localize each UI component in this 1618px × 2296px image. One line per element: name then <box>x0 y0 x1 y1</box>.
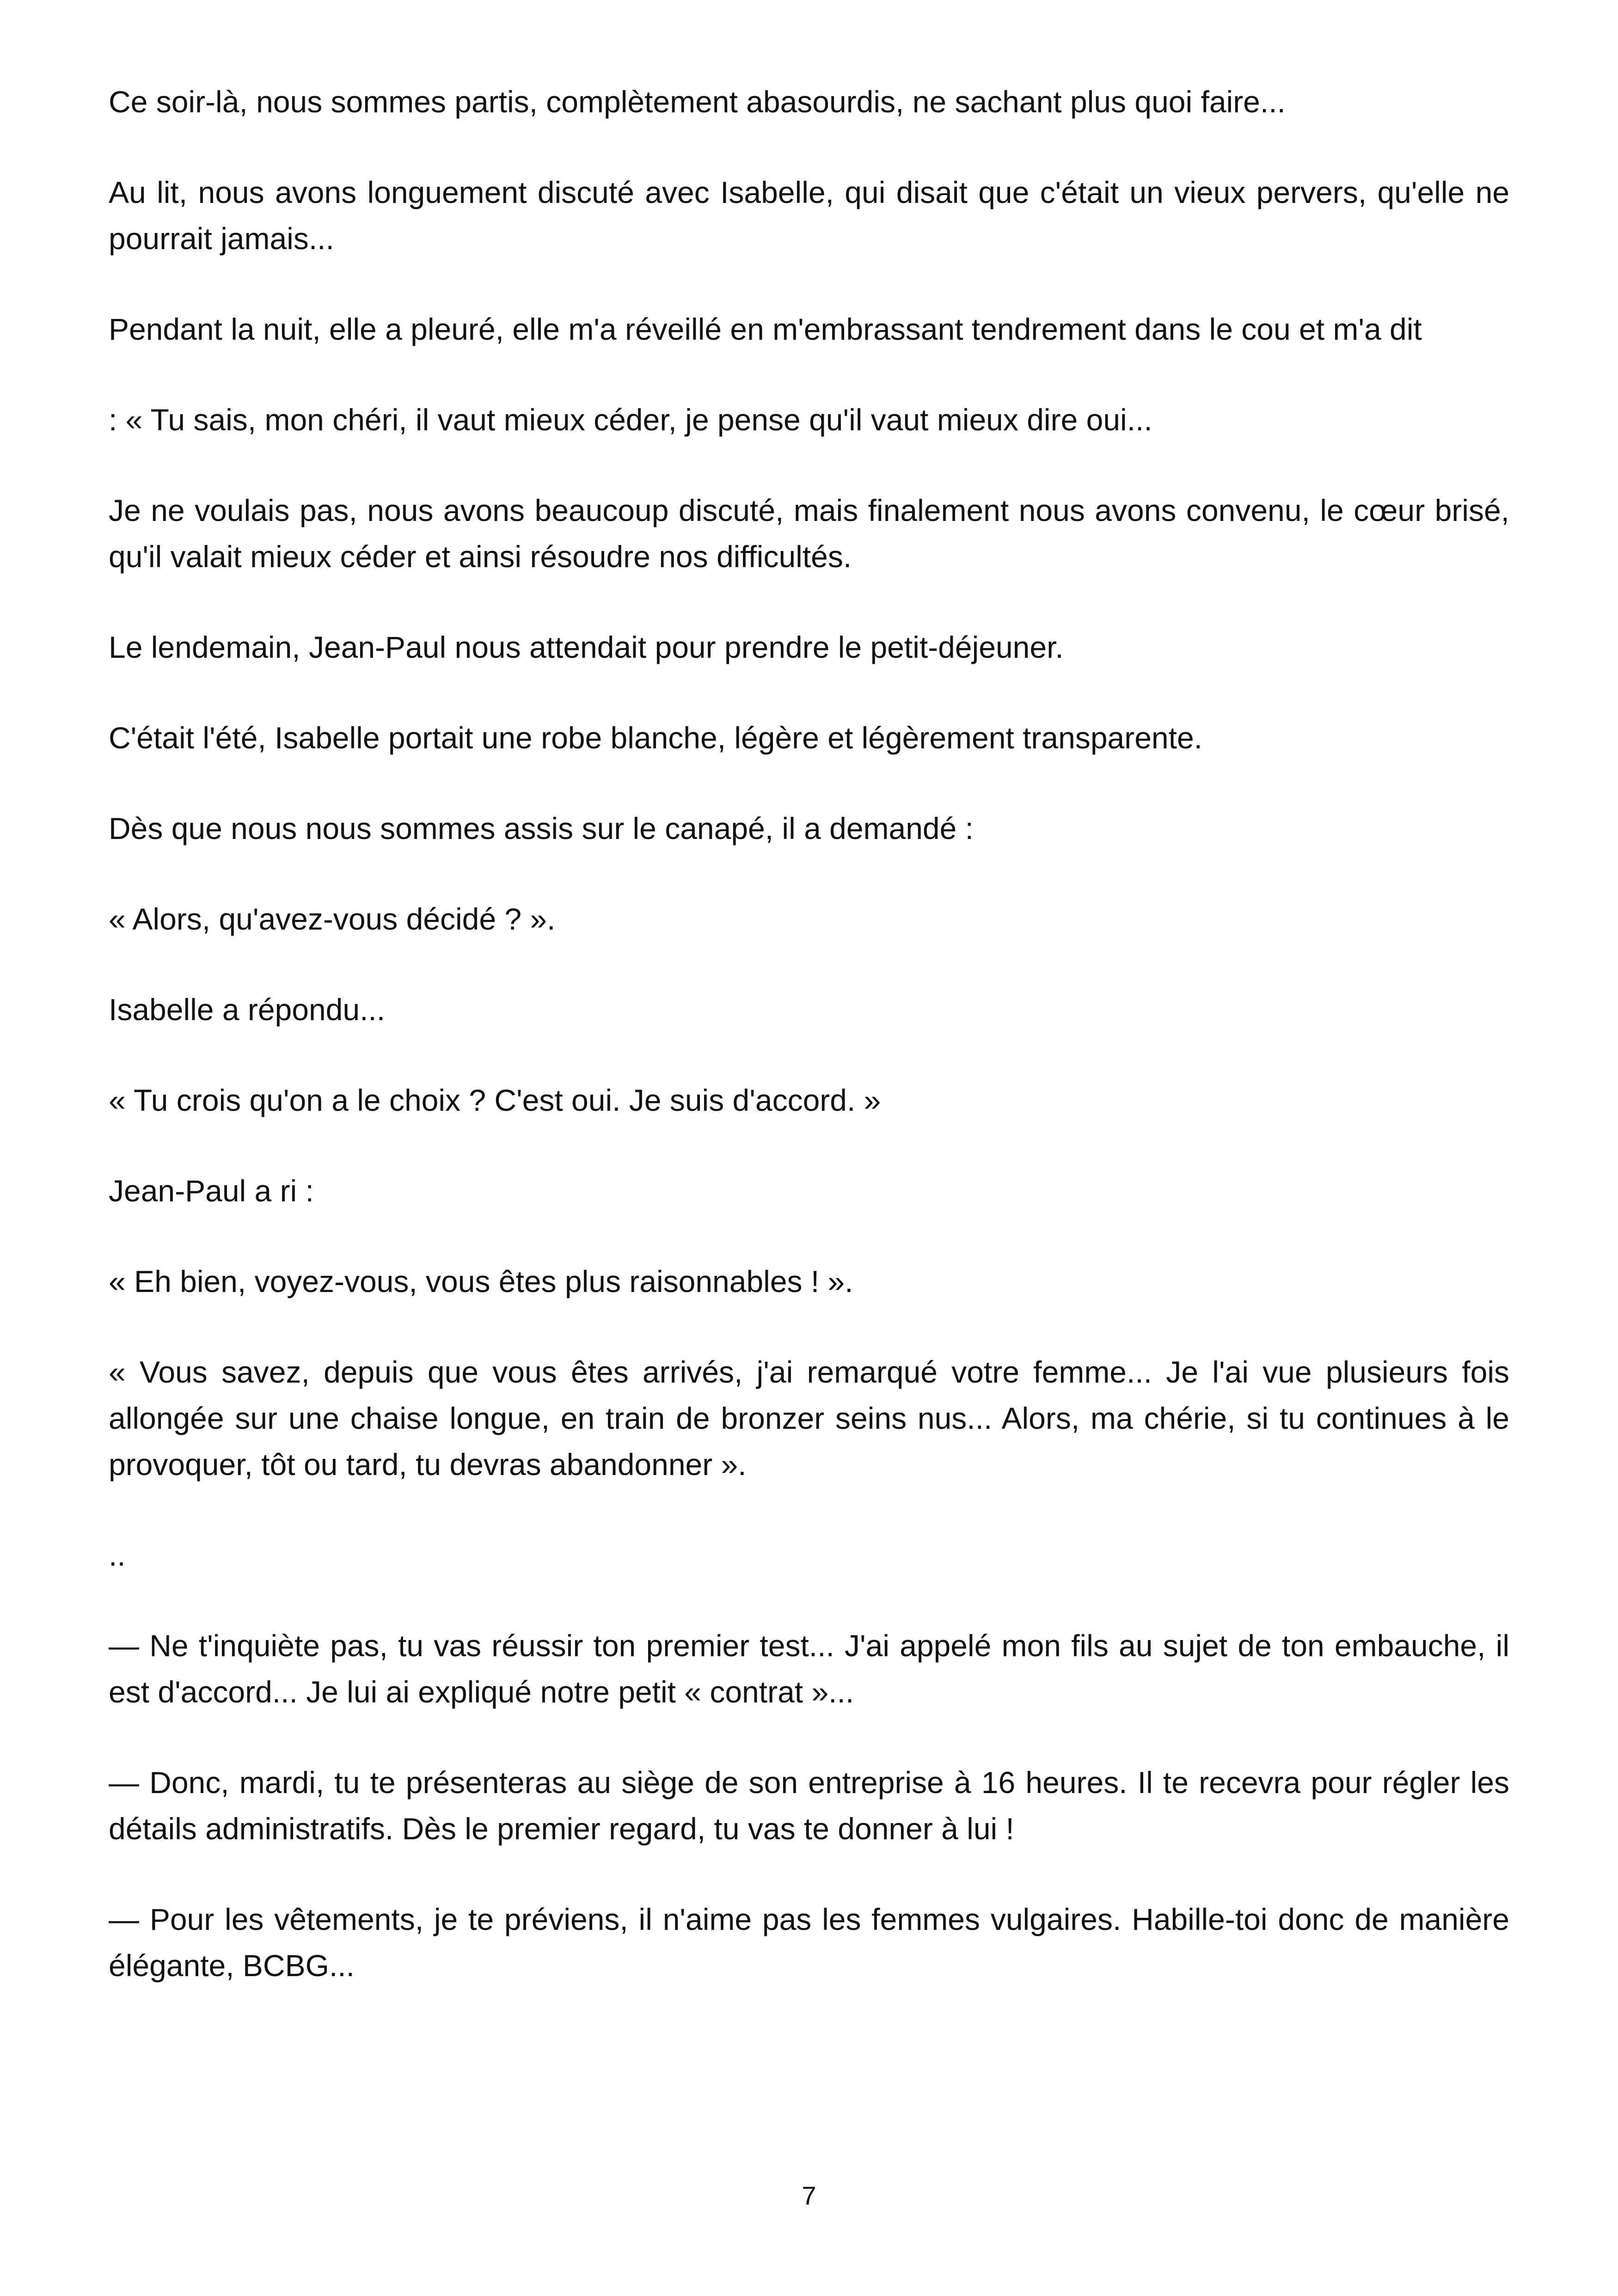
paragraph: Le lendemain, Jean-Paul nous attendait pour prendre le petit-déjeuner. <box>109 630 1064 664</box>
paragraph: — Ne t'inquiète pas, tu vas réussir ton premier test... J'ai appelé mon fils au sujet de ton embauche, il est d'accord... Je lui ai expliqué notre petit « contrat »... <box>109 1629 1509 1709</box>
paragraph: Isabelle a répondu... <box>109 992 386 1027</box>
paragraph: Ce soir-là, nous sommes partis, complètement abasourdis, ne sachant plus quoi faire... <box>109 85 1286 119</box>
paragraph: Au lit, nous avons longuement discuté avec Isabelle, qui disait que c'était un vieux pervers, qu'elle ne pourrait jamais... <box>109 175 1509 256</box>
paragraph: « Alors, qu'avez-vous décidé ? ». <box>109 902 556 936</box>
paragraph: — Donc, mardi, tu te présenteras au siège de son entreprise à 16 heures. Il te recevra pour régler les détails administratifs. Dès le premier regard, tu vas te donner à lui ! <box>109 1765 1509 1846</box>
paragraph: Jean-Paul a ri : <box>109 1174 314 1208</box>
document-body <box>109 79 1509 2033</box>
paragraph: .. <box>109 1538 126 1572</box>
paragraph: — Pour les vêtements, je te préviens, il n'aime pas les femmes vulgaires. Habille-toi donc de manière élégante, BCBG... <box>109 1902 1509 1983</box>
paragraph: Pendant la nuit, elle a pleuré, elle m'a réveillé en m'embrassant tendrement dans le cou et m'a dit <box>109 312 1422 346</box>
paragraph: « Vous savez, depuis que vous êtes arrivés, j'ai remarqué votre femme... Je l'ai vue plusieurs fois allongée sur une chaise longue, en train de bronzer seins nus... Alors, ma chérie, si tu continues à le provoquer, tôt ou tard, tu devras abandonner ». <box>109 1355 1509 1482</box>
page-number: 7 <box>802 2181 816 2210</box>
paragraph: C'était l'été, Isabelle portait une robe blanche, légère et légèrement transparente. <box>109 721 1203 755</box>
paragraph: : « Tu sais, mon chéri, il vaut mieux céder, je pense qu'il vaut mieux dire oui... <box>109 403 1152 437</box>
paragraph: Dès que nous nous sommes assis sur le canapé, il a demandé : <box>109 811 974 845</box>
paragraph: « Tu crois qu'on a le choix ? C'est oui. Je suis d'accord. » <box>109 1083 881 1117</box>
paragraph: Je ne voulais pas, nous avons beaucoup discuté, mais finalement nous avons convenu, le cœur brisé, qu'il valait mieux céder et ainsi résoudre nos difficultés. <box>109 493 1509 574</box>
paragraph: « Eh bien, voyez-vous, vous êtes plus raisonnables ! ». <box>109 1264 853 1298</box>
